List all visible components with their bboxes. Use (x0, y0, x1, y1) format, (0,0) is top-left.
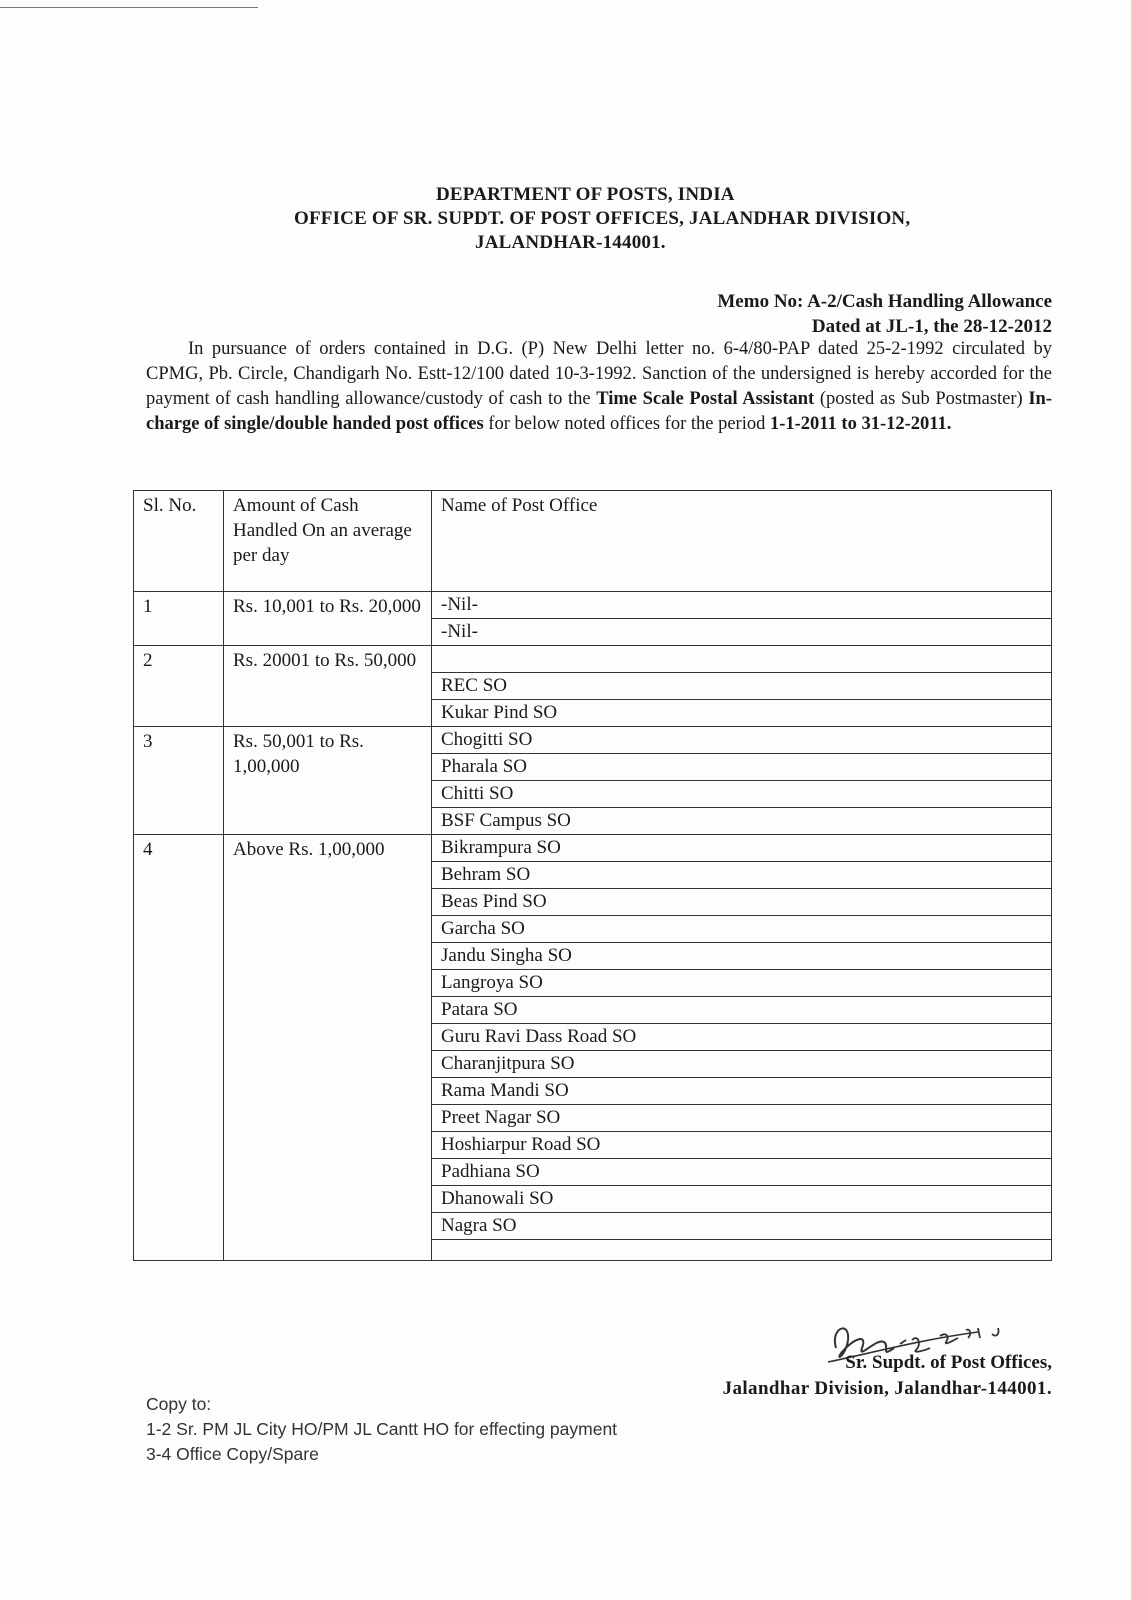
header-amount: Amount of Cash Handled On an average per day (224, 491, 432, 592)
amount-range-cell: Rs. 10,001 to Rs. 20,000 (224, 592, 432, 646)
allowance-table (133, 490, 1052, 1261)
post-office-name: Rama Mandi SO (432, 1078, 1051, 1105)
body-bold-2: In-charge of single/double handed post offices (146, 389, 1052, 434)
department-name: DEPARTMENT OF POSTS, INDIA (436, 184, 735, 205)
signatory-block (723, 1350, 1052, 1402)
body-bold-3: 1-1-2011 to 31-12-2011. (769, 414, 952, 434)
memo-block (717, 289, 1052, 339)
memo-number: Memo No: A-2/Cash Handling Allowance (717, 291, 1052, 312)
post-office-name: Padhiana SO (432, 1159, 1051, 1186)
memo-date: Dated at JL-1, the 28-12-2012 (811, 316, 1052, 337)
copy-item: 3-4 Office Copy/Spare (146, 1444, 319, 1464)
post-office-name: Bikrampura SO (432, 835, 1051, 862)
copy-to-block (146, 1392, 617, 1467)
serial-number-cell: 3 (134, 727, 224, 835)
post-office-name: REC SO (432, 673, 1051, 700)
amount-range-cell: Above Rs. 1,00,000 (224, 835, 432, 1261)
body-text-3: for below noted offices for the period (483, 414, 770, 434)
post-office-list-cell (432, 835, 1052, 1261)
post-office-list-cell (432, 727, 1052, 835)
top-rule (0, 7, 258, 8)
post-office-name: Beas Pind SO (432, 889, 1051, 916)
copy-item: 1-2 Sr. PM JL City HO/PM JL Cantt HO for effecting payment (146, 1419, 618, 1439)
amount-range-cell: Rs. 50,001 to Rs. 1,00,000 (224, 727, 432, 835)
table-row (134, 646, 1052, 727)
signatory-title: Sr. Supdt. of Post Offices, (845, 1352, 1052, 1373)
table-header-row (134, 491, 1052, 592)
table-blank-space (432, 1240, 1051, 1260)
post-office-name: BSF Campus SO (441, 810, 571, 831)
office-address: JALANDHAR-144001. (475, 232, 666, 253)
table-row (134, 592, 1052, 646)
office-name: OFFICE OF SR. SUPDT. OF POST OFFICES, JALANDHAR DIVISION, (294, 208, 911, 229)
post-office-name: Behram SO (432, 862, 1051, 889)
header-sl: Sl. No. (134, 491, 224, 592)
serial-number-cell: 4 (134, 835, 224, 1261)
post-office-name: Chitti SO (432, 781, 1051, 808)
amount-range-cell: Rs. 20001 to Rs. 50,000 (224, 646, 432, 727)
post-office-name: Guru Ravi Dass Road SO (432, 1024, 1051, 1051)
post-office-name: Langroya SO (432, 970, 1051, 997)
serial-number-cell: 2 (134, 646, 224, 727)
post-office-name: Garcha SO (432, 916, 1051, 943)
body-paragraph (146, 337, 1052, 437)
post-office-name: Pharala SO (432, 754, 1051, 781)
post-office-name: Dhanowali SO (432, 1186, 1051, 1213)
body-text-2: (posted as Sub Postmaster) (814, 389, 1029, 409)
post-office-name: Kukar Pind SO (441, 702, 558, 723)
post-office-name: Patara SO (432, 997, 1051, 1024)
body-text-1: In pursuance of orders contained in D.G. (P) New Delhi letter no. 6-4/80-PAP dated 25-2-1992 circulated by CPMG, Pb. Circle, Chandigarh No. Estt-12/100 dated 10-3-1992. Sanction of the undersigned is hereby accorded for the payment of cash handling allowance/custody of cash to the (146, 339, 1052, 409)
signatory-division: Jalandhar Division, Jalandhar-144001. (722, 1378, 1052, 1399)
post-office-name: Charanjitpura SO (432, 1051, 1051, 1078)
copy-heading: Copy to: (146, 1394, 212, 1414)
header-office: Name of Post Office (432, 491, 1052, 592)
post-office-name: -Nil- (441, 621, 478, 642)
post-office-name: Chogitti SO (432, 727, 1051, 754)
post-office-name: -Nil- (432, 592, 1051, 619)
body-bold-1: Time Scale Postal Assistant (596, 389, 815, 409)
post-office-name: Preet Nagar SO (432, 1105, 1051, 1132)
serial-number-cell: 1 (134, 592, 224, 646)
post-office-list-cell (432, 646, 1052, 727)
post-office-name: Hoshiarpur Road SO (432, 1132, 1051, 1159)
post-office-name: Jandu Singha SO (432, 943, 1051, 970)
post-office-name: Nagra SO (432, 1213, 1051, 1240)
table-row (134, 727, 1052, 835)
table-row (134, 835, 1052, 1261)
post-office-name (432, 646, 1051, 673)
post-office-list-cell (432, 592, 1052, 646)
